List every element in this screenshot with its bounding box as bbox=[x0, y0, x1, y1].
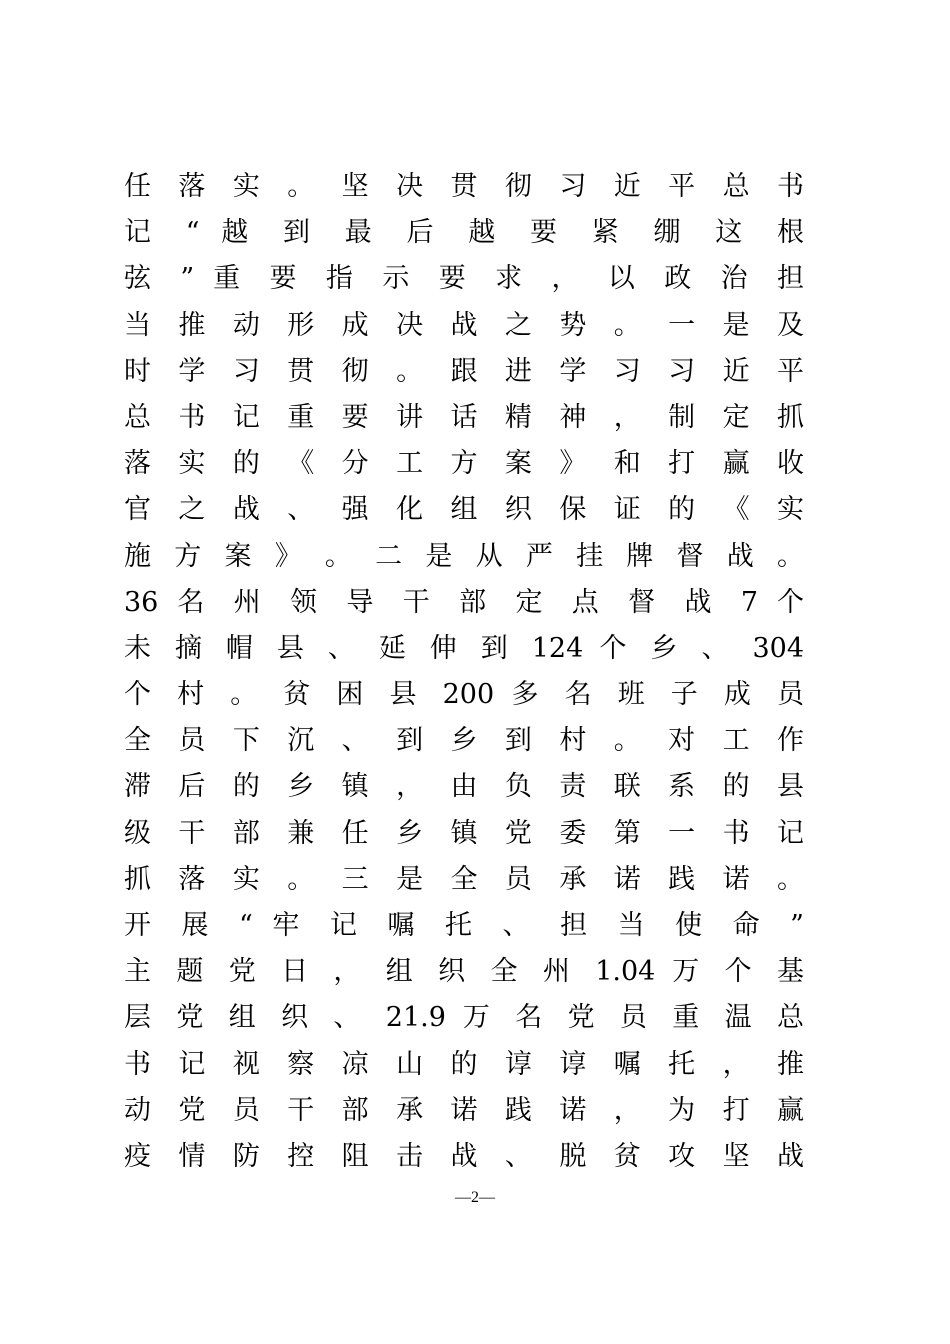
text-line: 层 党 组 织 、 21.9 万 名 党 员 重 温 总 bbox=[124, 1002, 804, 1034]
text-line: 全 员 下 沉 、 到 乡 到 村 。 对 工 作 bbox=[124, 725, 804, 757]
text-line: 36 名 州 领 导 干 部 定 点 督 战 7 个 bbox=[124, 586, 804, 618]
text-line: 落 实 的 《 分 工 方 案 》 和 打 赢 收 bbox=[124, 448, 804, 480]
text-line: 疫 情 防 控 阻 击 战 、 脱 贫 攻 坚 战 bbox=[124, 1140, 804, 1172]
text-line: 个 村 。 贫 困 县 200 多 名 班 子 成 员 bbox=[124, 679, 804, 711]
text-line: 弦 ” 重 要 指 示 要 求 ， 以 政 治 担 bbox=[124, 263, 804, 295]
body-text bbox=[124, 164, 804, 1180]
text-line: 当 推 动 形 成 决 战 之 势 。 一 是 及 bbox=[124, 309, 804, 341]
text-line: 滞 后 的 乡 镇 ， 由 负 责 联 系 的 县 bbox=[124, 771, 804, 803]
text-line: 记 “ 越 到 最 后 越 要 紧 绷 这 根 bbox=[124, 217, 804, 249]
text-line: 动 党 员 干 部 承 诺 践 诺 ， 为 打 赢 bbox=[124, 1094, 804, 1126]
text-line: 官 之 战 、 强 化 组 织 保 证 的 《 实 bbox=[124, 494, 804, 526]
text-line: 主 题 党 日 ， 组 织 全 州 1.04 万 个 基 bbox=[124, 956, 804, 988]
text-line: 开 展 “ 牢 记 嘱 托 、 担 当 使 命 ” bbox=[124, 910, 804, 941]
text-line: 施 方 案 》 。 二 是 从 严 挂 牌 督 战 。 bbox=[124, 540, 804, 572]
text-line: 级 干 部 兼 任 乡 镇 党 委 第 一 书 记 bbox=[124, 817, 804, 849]
text-line: 总 书 记 重 要 讲 话 精 神 ， 制 定 抓 bbox=[124, 401, 804, 433]
text-line: 任 落 实 。 坚 决 贯 彻 习 近 平 总 书 bbox=[124, 171, 804, 202]
text-line: 未 摘 帽 县 、 延 伸 到 124 个 乡 、 304 bbox=[124, 632, 804, 664]
text-line: 抓 落 实 。 三 是 全 员 承 诺 践 诺 。 bbox=[124, 863, 804, 895]
text-line: 书 记 视 察 凉 山 的 谆 谆 嘱 托 ， 推 bbox=[124, 1048, 804, 1080]
page-number: —2— bbox=[455, 1189, 495, 1206]
text-line: 时 学 习 贯 彻 。 跟 进 学 习 习 近 平 bbox=[124, 355, 804, 387]
